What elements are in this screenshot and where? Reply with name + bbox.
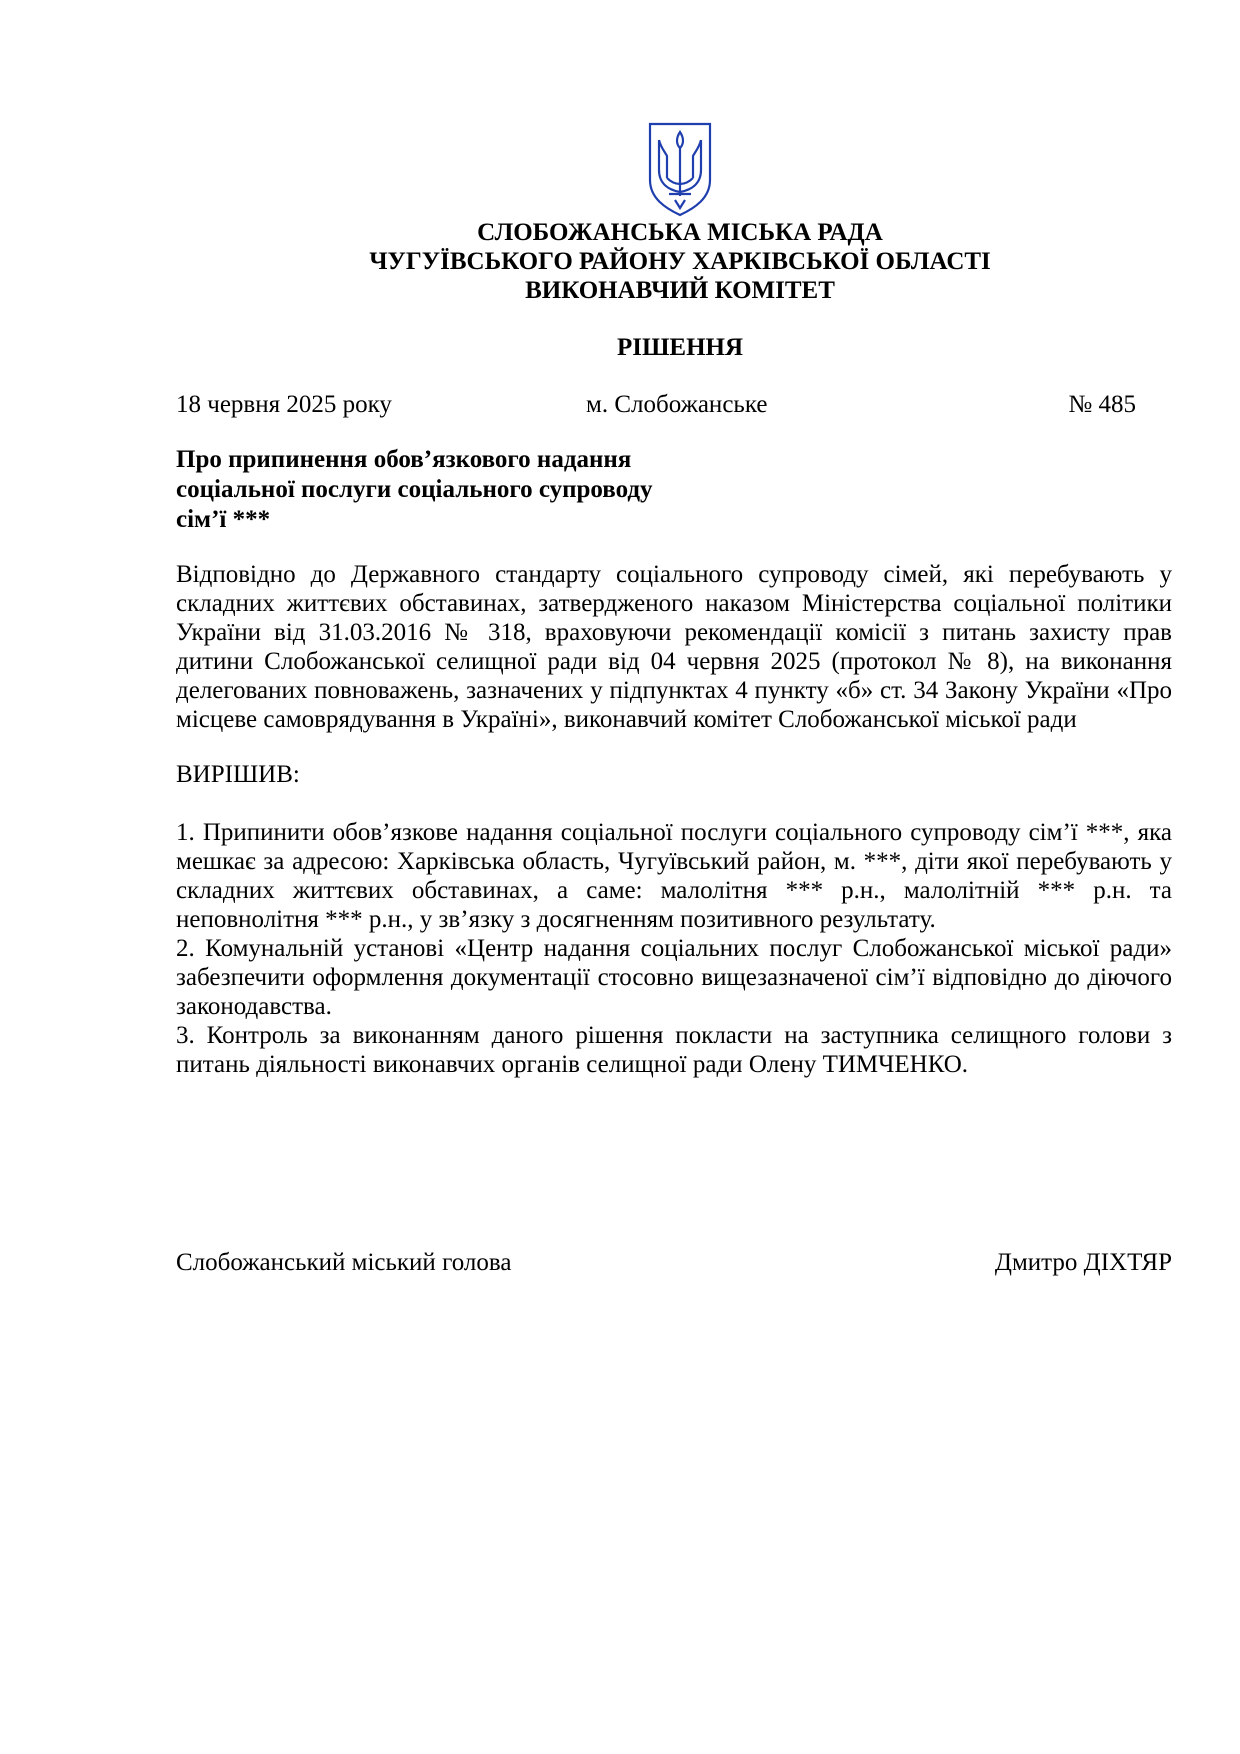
council-name: СЛОБОЖАНСЬКА МІСЬКА РАДА: [477, 219, 883, 246]
district-name: ЧУГУЇВСЬКОГО РАЙОНУ ХАРКІВСЬКОЇ ОБЛАСТІ: [369, 248, 991, 275]
decision-item: 1. Припинити обов’язкове надання соціальної послуги соціального супроводу сім’ї ***, яка мешкає за адресою: Харківська область, Чугуївський район, м. ***, діти якої перебувають у складних життєвих обставинах, а саме: малолітня *** р.н., малолітній *** р.н. та неповнолітня *** р.н., у зв’язку з досягненням позитивного результату.: [176, 819, 1172, 933]
document-meta: [176, 390, 1136, 422]
document-type: РІШЕННЯ: [616, 334, 744, 361]
decision-item: 2. Комунальній установі «Центр надання соціальних послуг Слобожанської міської ради» забезпечити оформлення документації стосовно вищезазначеної сім’ї відповідно до діючого законодавства.: [176, 935, 1172, 1020]
signature-block: [176, 1248, 1172, 1280]
document-place: м. Слобожанське: [586, 391, 768, 418]
document-date: 18 червня 2025 року: [176, 391, 392, 418]
decided-label: ВИРІШИВ:: [176, 761, 300, 788]
committee-name: ВИКОНАВЧИЙ КОМІТЕТ: [525, 277, 835, 304]
ukraine-coat-of-arms-icon: [645, 118, 715, 218]
signatory-position: Слобожанський міський голова: [176, 1249, 512, 1276]
signatory-name: Дмитро ДІХТЯР: [994, 1249, 1172, 1276]
decision-item: 3. Контроль за виконанням даного рішення покласти на заступника селищного голови з питань діяльності виконавчих органів селищної ради Олену ТИМЧЕНКО.: [176, 1022, 1172, 1078]
subject-line: Про припинення обов’язкового надання: [176, 446, 632, 473]
subject-line: соціальної послуги соціального супроводу: [176, 476, 653, 503]
decision-items: [176, 818, 1172, 1079]
document-number: № 485: [1068, 391, 1136, 418]
council-header: [0, 218, 1240, 305]
preamble-paragraph: Відповідно до Державного стандарту соціального супроводу сімей, які перебувають у складних життєвих обставинах, затвердженого наказом Міністерства соціальної політики України від 31.03.2016 № 318, враховуючи рекомендації комісії з питань захисту прав дитини Слобожанської селищної ради від 04 червня 2025 (протокол № 8), на виконання делегованих повноважень, зазначених у підпунктах 4 пункту «б» ст. 34 Закону України «Про місцеве самоврядування в Україні», виконавчий комітет Слобожанської міської ради: [176, 561, 1172, 733]
subject-line: сім’ї ***: [176, 506, 271, 533]
decision-subject: [176, 445, 776, 535]
